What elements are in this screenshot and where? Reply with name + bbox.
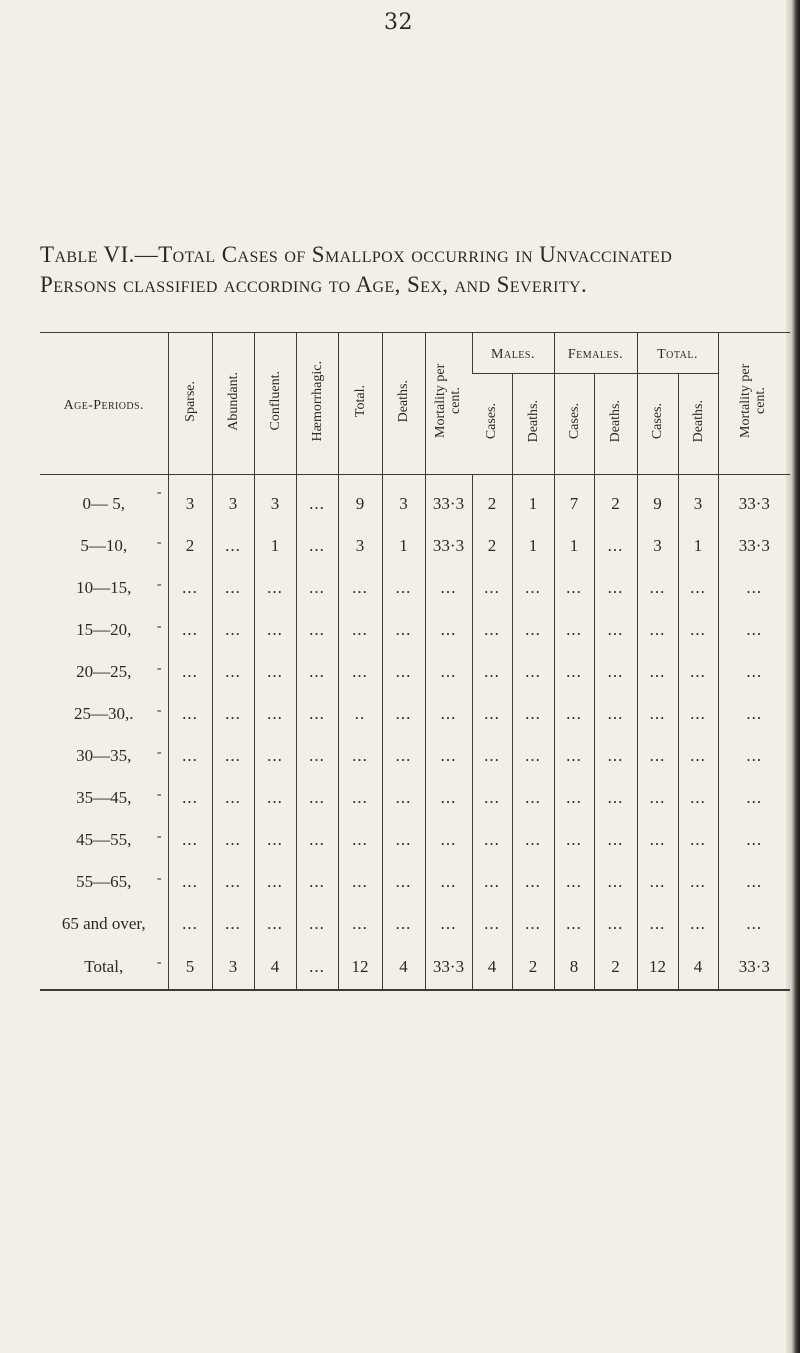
header-males-deaths: Deaths. xyxy=(512,374,554,475)
table-cell: ... xyxy=(382,567,425,609)
table-cell: ... xyxy=(338,903,382,945)
table-cell: ... xyxy=(168,819,212,861)
table-cell: ... xyxy=(212,903,254,945)
table-cell: 33·3 xyxy=(718,525,790,567)
table-row xyxy=(40,735,790,777)
age-period-cell xyxy=(40,735,168,777)
table-cell: ... xyxy=(718,693,790,735)
table-cell: ... xyxy=(718,567,790,609)
table-cell: ... xyxy=(254,609,296,651)
header-sparse: Sparse. xyxy=(168,333,212,475)
leader-dash: - xyxy=(156,619,162,634)
table-cell: ... xyxy=(296,945,338,990)
age-period-cell xyxy=(40,777,168,819)
table-title-line-1: Table VI.—Total Cases of Smallpox occurring in Unvaccinated xyxy=(40,242,673,267)
table-cell: 12 xyxy=(637,945,678,990)
table-cell: ... xyxy=(425,651,472,693)
table-cell: ... xyxy=(168,903,212,945)
table-cell: ... xyxy=(678,777,718,819)
table-cell: 3 xyxy=(338,525,382,567)
table-cell: ... xyxy=(512,777,554,819)
table-cell: ... xyxy=(678,819,718,861)
table-cell: 3 xyxy=(254,475,296,526)
table-cell: ... xyxy=(212,777,254,819)
table-cell: ... xyxy=(212,735,254,777)
table-cell: 4 xyxy=(254,945,296,990)
table-cell: ... xyxy=(678,861,718,903)
age-period-label: 5—10, xyxy=(80,536,128,555)
leader-dash: - xyxy=(156,871,162,886)
age-period-cell xyxy=(40,819,168,861)
table-cell: ... xyxy=(212,819,254,861)
table-row xyxy=(40,651,790,693)
table-cell: ... xyxy=(554,903,594,945)
age-period-cell xyxy=(40,903,168,945)
leader-dash: - xyxy=(156,661,162,676)
table-cell: ... xyxy=(254,693,296,735)
table-cell: ... xyxy=(254,861,296,903)
table-cell: ... xyxy=(678,609,718,651)
table-cell: ... xyxy=(212,693,254,735)
table-cell: ... xyxy=(425,567,472,609)
table-cell: ... xyxy=(296,903,338,945)
table-cell: ... xyxy=(472,651,512,693)
table-cell: ... xyxy=(425,777,472,819)
table-cell: ... xyxy=(472,903,512,945)
table-row xyxy=(40,525,790,567)
table-cell: ... xyxy=(425,819,472,861)
age-period-cell xyxy=(40,693,168,735)
table-cell: ... xyxy=(594,861,637,903)
table-cell: ... xyxy=(594,735,637,777)
table-cell: ... xyxy=(254,777,296,819)
table-cell: 1 xyxy=(512,525,554,567)
leader-dash: - xyxy=(156,955,162,970)
table-cell: .. xyxy=(338,693,382,735)
table-cell: ... xyxy=(718,609,790,651)
table-body xyxy=(40,475,790,991)
table-cell: ... xyxy=(718,777,790,819)
table-cell: ... xyxy=(168,567,212,609)
table-cell: ... xyxy=(338,609,382,651)
table-cell: ... xyxy=(382,693,425,735)
age-period-label: Total, xyxy=(84,957,124,976)
table-cell: 2 xyxy=(168,525,212,567)
table-cell: ... xyxy=(718,735,790,777)
table-cell: 4 xyxy=(678,945,718,990)
table-cell: ... xyxy=(472,777,512,819)
table-cell: ... xyxy=(296,693,338,735)
age-period-cell xyxy=(40,945,168,990)
table-cell: ... xyxy=(594,567,637,609)
page-number: 32 xyxy=(384,10,413,35)
table-cell: 1 xyxy=(382,525,425,567)
header-confluent: Confluent. xyxy=(254,333,296,475)
table-cell: ... xyxy=(212,567,254,609)
table-cell: ... xyxy=(718,861,790,903)
leader-dash: - xyxy=(156,745,162,760)
table-cell: ... xyxy=(296,525,338,567)
table-cell: ... xyxy=(296,567,338,609)
table-cell: 9 xyxy=(338,475,382,526)
table-cell: 2 xyxy=(594,945,637,990)
table-title xyxy=(40,240,780,300)
table-cell: ... xyxy=(718,903,790,945)
table-cell: 2 xyxy=(594,475,637,526)
table-cell: ... xyxy=(168,651,212,693)
table-cell: ... xyxy=(254,735,296,777)
table-cell: 2 xyxy=(472,525,512,567)
table-cell: ... xyxy=(637,567,678,609)
table-cell: 3 xyxy=(382,475,425,526)
table-cell: 9 xyxy=(637,475,678,526)
header-deaths: Deaths. xyxy=(382,333,425,475)
header-abundant: Abundant. xyxy=(212,333,254,475)
table-cell: ... xyxy=(254,567,296,609)
age-period-label: 55—65, xyxy=(76,872,132,891)
leader-dash: - xyxy=(156,535,162,550)
table-cell: 3 xyxy=(168,475,212,526)
table-cell: 7 xyxy=(554,475,594,526)
table-cell: ... xyxy=(512,861,554,903)
table-cell: ... xyxy=(168,777,212,819)
age-period-label: 25—30,. xyxy=(74,704,134,723)
table-cell: ... xyxy=(296,609,338,651)
table-cell: ... xyxy=(296,777,338,819)
table-cell: 4 xyxy=(472,945,512,990)
table-cell: 33·3 xyxy=(718,475,790,526)
table-cell: ... xyxy=(338,861,382,903)
leader-dash: - xyxy=(156,485,162,500)
table-cell: ... xyxy=(594,609,637,651)
table-cell: ... xyxy=(382,777,425,819)
table-cell: ... xyxy=(338,567,382,609)
leader-dash: - xyxy=(156,703,162,718)
table-cell: 1 xyxy=(254,525,296,567)
table-cell: ... xyxy=(212,609,254,651)
leader-dash: - xyxy=(156,577,162,592)
table-cell: ... xyxy=(554,819,594,861)
table-cell: ... xyxy=(296,651,338,693)
table-cell: ... xyxy=(678,693,718,735)
header-mortality: Mortality per cent. xyxy=(425,333,472,475)
age-period-cell xyxy=(40,567,168,609)
table-cell: ... xyxy=(554,567,594,609)
table-cell: ... xyxy=(637,735,678,777)
table-cell: ... xyxy=(425,861,472,903)
leader-dash: - xyxy=(156,787,162,802)
table-cell: ... xyxy=(512,903,554,945)
header-total-group: Total. xyxy=(637,333,718,374)
table-cell: ... xyxy=(168,861,212,903)
table-cell: ... xyxy=(212,861,254,903)
header-total: Total. xyxy=(338,333,382,475)
table-cell: ... xyxy=(718,819,790,861)
header-mortality-last: Mortality per cent. xyxy=(718,333,790,475)
table-cell: ... xyxy=(718,651,790,693)
table-cell: 1 xyxy=(554,525,594,567)
table-cell: 2 xyxy=(472,475,512,526)
age-period-cell xyxy=(40,861,168,903)
table-cell: ... xyxy=(594,819,637,861)
header-males: Males. xyxy=(472,333,554,374)
age-period-label: 10—15, xyxy=(76,578,132,597)
table-cell: ... xyxy=(382,903,425,945)
table-cell: ... xyxy=(512,567,554,609)
table-row xyxy=(40,903,790,945)
table-cell: ... xyxy=(254,903,296,945)
table-cell: ... xyxy=(512,651,554,693)
table-cell: ... xyxy=(472,735,512,777)
table-cell: 3 xyxy=(678,475,718,526)
header-age-periods: Age-Periods. xyxy=(40,333,168,475)
table-cell: 8 xyxy=(554,945,594,990)
table-cell: ... xyxy=(637,651,678,693)
table-row xyxy=(40,567,790,609)
header-females-cases: Cases. xyxy=(554,374,594,475)
table-cell: ... xyxy=(472,567,512,609)
table-cell: ... xyxy=(554,777,594,819)
table-cell: ... xyxy=(168,735,212,777)
total-row xyxy=(40,945,790,990)
table-cell: ... xyxy=(594,903,637,945)
table-cell: ... xyxy=(554,693,594,735)
table-cell: ... xyxy=(472,609,512,651)
table-cell: ... xyxy=(338,735,382,777)
table-cell: ... xyxy=(512,735,554,777)
age-period-cell xyxy=(40,475,168,526)
table-cell: ... xyxy=(512,693,554,735)
age-period-label: 15—20, xyxy=(76,620,132,639)
table-cell: ... xyxy=(594,777,637,819)
table-cell: 2 xyxy=(512,945,554,990)
age-period-cell xyxy=(40,651,168,693)
table-cell: ... xyxy=(425,735,472,777)
header-males-cases: Cases. xyxy=(472,374,512,475)
table-cell: 33·3 xyxy=(718,945,790,990)
age-period-label: 30—35, xyxy=(76,746,132,765)
header-total-deaths: Deaths. xyxy=(678,374,718,475)
table-cell: ... xyxy=(254,651,296,693)
table-cell: ... xyxy=(472,819,512,861)
table-cell: ... xyxy=(594,651,637,693)
table-cell: ... xyxy=(382,819,425,861)
table-cell: ... xyxy=(678,735,718,777)
header-haemorrhagic: Hæmorrhagic. xyxy=(296,333,338,475)
table-cell: ... xyxy=(296,735,338,777)
table-cell: ... xyxy=(212,525,254,567)
table-cell: ... xyxy=(594,693,637,735)
table-cell: ... xyxy=(554,651,594,693)
table-cell: ... xyxy=(554,609,594,651)
table-cell: ... xyxy=(382,735,425,777)
table-row xyxy=(40,609,790,651)
table-cell: ... xyxy=(594,525,637,567)
table-cell: ... xyxy=(212,651,254,693)
table-cell: ... xyxy=(382,609,425,651)
age-period-label: 0— 5, xyxy=(82,494,125,513)
age-period-cell xyxy=(40,609,168,651)
table-cell: ... xyxy=(296,819,338,861)
table-cell: ... xyxy=(554,735,594,777)
smallpox-table xyxy=(40,332,790,991)
table-cell: ... xyxy=(472,693,512,735)
age-period-label: 20—25, xyxy=(76,662,132,681)
table-cell: 12 xyxy=(338,945,382,990)
header-total-cases: Cases. xyxy=(637,374,678,475)
table-cell: ... xyxy=(382,861,425,903)
header-females: Females. xyxy=(554,333,637,374)
table-cell: ... xyxy=(168,609,212,651)
leader-dash: - xyxy=(156,829,162,844)
table-cell: ... xyxy=(678,567,718,609)
header-females-deaths: Deaths. xyxy=(594,374,637,475)
table-cell: 3 xyxy=(212,945,254,990)
table-cell: 4 xyxy=(382,945,425,990)
table-cell: ... xyxy=(512,819,554,861)
table-cell: 33·3 xyxy=(425,475,472,526)
table-cell: ... xyxy=(637,777,678,819)
table-cell: ... xyxy=(637,693,678,735)
table-cell: ... xyxy=(382,651,425,693)
table-cell: ... xyxy=(678,903,718,945)
table-cell: ... xyxy=(425,609,472,651)
table-cell: ... xyxy=(338,777,382,819)
table-cell: 33·3 xyxy=(425,525,472,567)
table-cell: 33·3 xyxy=(425,945,472,990)
table-cell: ... xyxy=(637,819,678,861)
table-cell: ... xyxy=(425,693,472,735)
table-cell: ... xyxy=(254,819,296,861)
table-cell: ... xyxy=(296,861,338,903)
table-cell: ... xyxy=(554,861,594,903)
age-period-cell xyxy=(40,525,168,567)
age-period-label: 65 and over, xyxy=(61,914,146,933)
table-cell: ... xyxy=(168,693,212,735)
table-cell: ... xyxy=(678,651,718,693)
table-cell: ... xyxy=(637,861,678,903)
table-row xyxy=(40,475,790,526)
age-period-label: 35—45, xyxy=(76,788,132,807)
table-cell: ... xyxy=(338,819,382,861)
table-row xyxy=(40,693,790,735)
table-cell: ... xyxy=(512,609,554,651)
table-row xyxy=(40,777,790,819)
age-period-label: 45—55, xyxy=(76,830,132,849)
table-cell: ... xyxy=(472,861,512,903)
table-cell: ... xyxy=(296,475,338,526)
table-cell: ... xyxy=(425,903,472,945)
table-cell: ... xyxy=(637,903,678,945)
table-title-line-2: Persons classified according to Age, Sex, and Severity. xyxy=(40,272,588,297)
table-cell: 3 xyxy=(637,525,678,567)
table-cell: ... xyxy=(637,609,678,651)
table-row xyxy=(40,861,790,903)
table-cell: 1 xyxy=(678,525,718,567)
table-row xyxy=(40,819,790,861)
table-cell: 5 xyxy=(168,945,212,990)
table-cell: 1 xyxy=(512,475,554,526)
table-cell: 3 xyxy=(212,475,254,526)
table-cell: ... xyxy=(338,651,382,693)
